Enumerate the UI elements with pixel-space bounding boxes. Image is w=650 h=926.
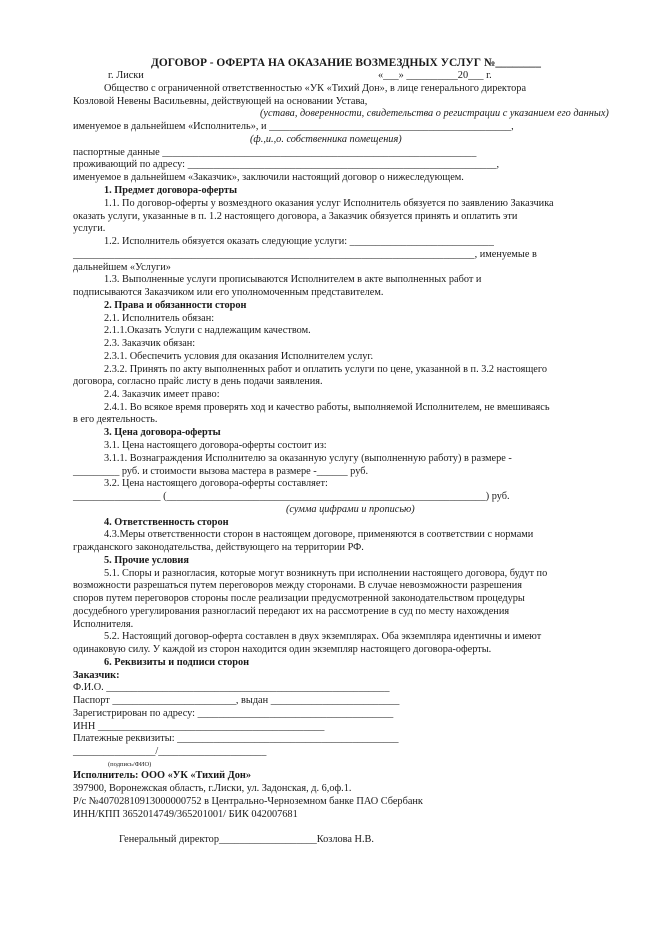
- clause-line: 2.1.1.Оказать Услуги с надлежащим качеством.: [104, 325, 311, 336]
- customer-bank: Платежные реквизиты: ___________________________________________: [73, 733, 399, 744]
- executor-address: 397900, Воронежская область, г.Лиски, ул. Задонская, д. 6,оф.1.: [73, 783, 352, 794]
- intro-line: Козловой Невены Васильевны, действующей на основании Устава,: [73, 96, 368, 107]
- section-title: 2. Права и обязанности сторон: [104, 300, 247, 311]
- clause-line: Исполнителя.: [73, 619, 134, 630]
- clause-line: 4.3.Меры ответственности сторон в настоящем договоре, применяются в соответствии с нормами: [104, 529, 534, 540]
- basis-note: (устава, доверенности, свидетельства о регистрации с указанием его данных): [260, 108, 609, 119]
- clause-line: 3.2. Цена настоящего договора-оферты составляет:: [104, 478, 328, 489]
- clause-line: 1.1. По договор-оферты у возмездного оказания услуг Исполнитель обязуется по заявлению Заказчика: [104, 198, 554, 209]
- clause-line: споров путем переговоров стороны после реализации предусмотренной законодательством процедуры: [73, 593, 525, 604]
- executor-account: Р/с №40702810913000000752 в Центрально-Черноземном банке ПАО Сбербанк: [73, 796, 423, 807]
- customer-passport: Паспорт ________________________, выдан _________________________: [73, 695, 400, 706]
- clause-line: дальнейшем «Услуги»: [73, 262, 171, 273]
- clause-line: _________ руб. и стоимости вызова мастера в размере -______ руб.: [73, 466, 369, 477]
- clause-line: 2.3. Заказчик обязан:: [104, 338, 196, 349]
- section-title: 4. Ответственность сторон: [104, 517, 229, 528]
- clause-line: одинаковую силу. У каждой из сторон находится один экземпляр настоящего договора-оферты.: [73, 644, 492, 655]
- city: г. Лиски: [108, 70, 144, 81]
- page-title: ДОГОВОР - ОФЕРТА НА ОКАЗАНИЕ ВОЗМЕЗДНЫХ УСЛУГ №________: [151, 57, 541, 69]
- clause-line: 2.4. Заказчик имеет право:: [104, 389, 220, 400]
- clause-line: 2.3.2. Принять по акту выполненных работ и оплатить услуги по цене, указанной в п. 3.2 настоящего: [104, 364, 547, 375]
- customer-inn: ИНН ____________________________________________: [73, 721, 325, 732]
- customer-title: Заказчик:: [73, 670, 120, 681]
- clause-line: договора, согласно прайс листу в день подачи заявления.: [73, 376, 323, 387]
- intro-line: именуемое в дальнейшем «Исполнитель», и _______________________________________________,: [73, 121, 514, 132]
- signature-note: (подпись/ФИО): [108, 761, 152, 768]
- customer-reg-address: Зарегистрирован по адресу: ______________________________________: [73, 708, 394, 719]
- intro-line: Общество с ограниченной ответственностью «УК «Тихий Дон», в лице генерального директора: [104, 83, 527, 94]
- price-line: _________________ (______________________________________________________________) руб.: [73, 491, 510, 502]
- clause-line: 1.3. Выполненные услуги прописываются Исполнителем в акте выполненных работ и: [104, 274, 482, 285]
- section-title: 3. Цена договора-оферты: [104, 427, 221, 438]
- passport-line: паспортные данные _____________________________________________________________: [73, 147, 477, 158]
- clause-line: 2.4.1. Во всякое время проверять ход и качество работы, выполняемой Исполнителем, не вмешиваясь: [104, 402, 550, 413]
- clause-line: услуги.: [73, 223, 106, 234]
- owner-note: (ф.,и.,о. собственника помещения): [250, 134, 402, 145]
- sum-note: (сумма цифрами и прописью): [286, 504, 415, 515]
- section-title: 1. Предмет договора-оферты: [104, 185, 238, 196]
- clause-line: в его деятельность.: [73, 414, 158, 425]
- date-line: «___» __________20___ г.: [378, 70, 492, 81]
- section-title: 5. Прочие условия: [104, 555, 189, 566]
- section-title: 6. Реквизиты и подписи сторон: [104, 657, 250, 668]
- intro-line: именуемое в дальнейшем «Заказчик», заключили настоящий договор о нижеследующем.: [73, 172, 464, 183]
- clause-line: ______________________________________________________________________________, именуемые в: [73, 249, 537, 260]
- clause-line: 1.2. Исполнитель обязуется оказать следующие услуги: ____________________________: [104, 236, 494, 247]
- clause-line: 3.1. Цена настоящего договора-оферты состоит из:: [104, 440, 327, 451]
- clause-line: досудебного урегулирования разногласий передают их на рассмотрение в суд по месту нахождения: [73, 606, 510, 617]
- customer-fio: Ф.И.О. _______________________________________________________: [73, 682, 390, 693]
- executor-title: Исполнитель: ООО «УК «Тихий Дон»: [73, 770, 251, 781]
- clause-line: возможности разрешаться путем переговоров между сторонами. В случае невозможности разрешения: [73, 580, 522, 591]
- address-line: проживающий по адресу: ____________________________________________________________,: [73, 159, 500, 170]
- clause-line: 5.2. Настоящий договор-оферта составлен в двух экземплярах. Оба экземпляра идентичны и имеют: [104, 631, 542, 642]
- customer-signature-line: ________________/_____________________: [73, 746, 267, 757]
- clause-line: гражданского законодательства, действующего на территории РФ.: [73, 542, 364, 553]
- clause-line: 2.1. Исполнитель обязан:: [104, 313, 215, 324]
- clause-line: 3.1.1. Вознаграждения Исполнителю за оказанную услугу (выполненную работу) в размере -: [104, 453, 512, 464]
- clause-line: 2.3.1. Обеспечить условия для оказания Исполнителем услуг.: [104, 351, 374, 362]
- clause-line: 5.1. Споры и разногласия, которые могут возникнуть при исполнении настоящего договора, будут по: [104, 568, 548, 579]
- clause-line: оказать услуги, указанные в п. 1.2 настоящего договора, а Заказчик обязуется принять и оплатить эти: [73, 211, 518, 222]
- executor-signature: Генеральный директор___________________Козлова Н.В.: [119, 834, 374, 845]
- executor-inn: ИНН/КПП 3652014749/365201001/ БИК 042007681: [73, 809, 298, 820]
- clause-line: подписываются Заказчиком или его уполномоченным представителем.: [73, 287, 384, 298]
